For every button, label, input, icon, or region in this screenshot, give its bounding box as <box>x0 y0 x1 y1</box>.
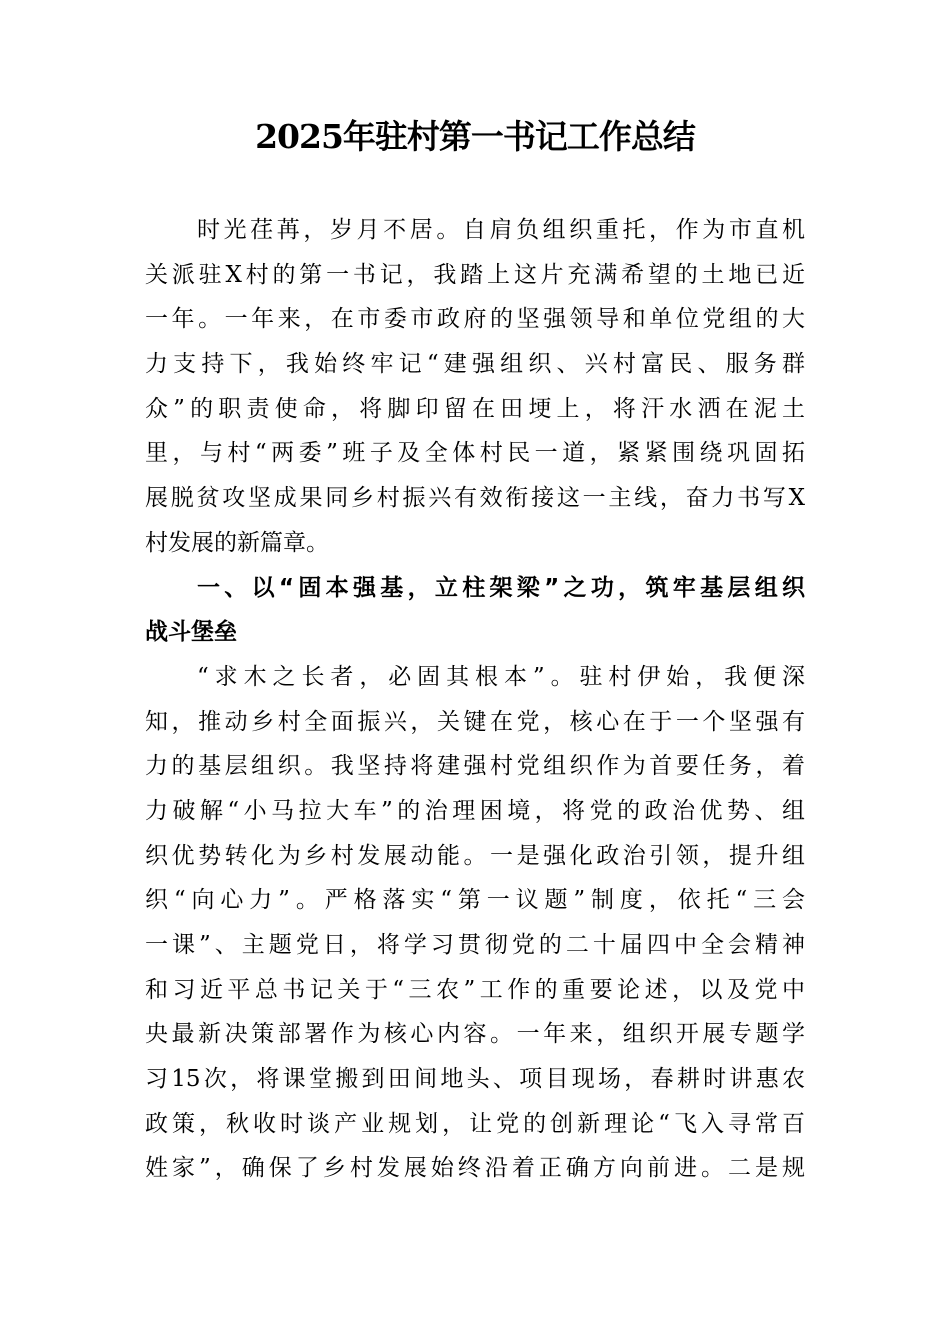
text-line: 一年。一年来，在市委市政府的坚强领导和单位党组的大 <box>145 306 805 333</box>
section-paragraph <box>145 655 805 1191</box>
text-line: 众”的职责使命，将脚印留在田埂上，将汗水洒在泥土 <box>145 395 805 422</box>
text-line: 时光荏苒，岁月不居。自肩负组织重托，作为市直机 <box>197 217 805 243</box>
text-line: 村发展的新篇章。 <box>145 529 329 556</box>
text-line: 和习近平总书记关于“三农”工作的重要论述，以及党中 <box>145 976 805 1003</box>
document-body <box>145 208 805 1191</box>
text-line: 里，与村“两委”班子及全体村民一道，紧紧围绕巩固拓 <box>145 440 805 467</box>
text-line: 央最新决策部署作为核心内容。一年来，组织开展专题学 <box>145 1021 805 1048</box>
document-title: 2025年驻村第一书记工作总结 <box>255 117 695 156</box>
text-line: “求木之长者，必固其根本”。驻村伊始，我便深 <box>197 663 805 690</box>
heading-line: 一、以“固本强基，立柱架梁”之功，筑牢基层组织 <box>197 574 805 601</box>
text-line: 展脱贫攻坚成果同乡村振兴有效衔接这一主线，奋力书写X <box>145 485 805 512</box>
text-line: 织“向心力”。严格落实“第一议题”制度，依托“三会 <box>145 887 805 914</box>
text-line: 力支持下，我始终牢记“建强组织、兴村富民、服务群 <box>145 351 805 378</box>
text-line: 一课”、主题党日，将学习贯彻党的二十届四中全会精神 <box>145 932 805 958</box>
text-line: 政策，秋收时谈产业规划，让党的创新理论“飞入寻常百 <box>145 1110 805 1137</box>
text-line: 关派驻X村的第一书记，我踏上这片充满希望的土地已近 <box>145 261 805 288</box>
text-line: 习15次，将课堂搬到田间地头、项目现场，春耕时讲惠农 <box>145 1066 805 1093</box>
heading-line: 战斗堡垒 <box>145 619 237 646</box>
intro-paragraph <box>145 208 805 566</box>
section-heading <box>145 566 805 655</box>
text-line: 力破解“小马拉大车”的治理困境，将党的政治优势、组 <box>145 797 805 824</box>
text-line: 知，推动乡村全面振兴，关键在党，核心在于一个坚强有 <box>145 708 805 735</box>
text-line: 力的基层组织。我坚持将建强村党组织作为首要任务，着 <box>145 753 805 780</box>
text-line: 姓家”，确保了乡村发展始终沿着正确方向前进。二是规 <box>145 1155 805 1182</box>
text-line: 织优势转化为乡村发展动能。一是强化政治引领，提升组 <box>145 842 805 869</box>
